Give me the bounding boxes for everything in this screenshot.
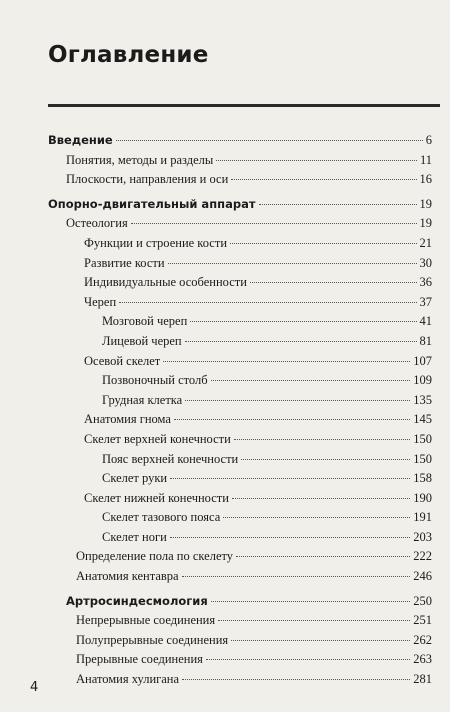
toc-entry-page: 263 <box>413 652 432 667</box>
toc-entry-page: 135 <box>413 392 432 407</box>
toc-entry <box>0 151 450 171</box>
toc-entry <box>0 391 450 411</box>
toc-leader-dots <box>250 282 417 283</box>
toc-entry-page: 19 <box>419 216 432 231</box>
toc-leader-dots <box>182 576 411 577</box>
toc-leader-dots <box>185 400 410 401</box>
toc-entry-page: 16 <box>419 172 432 187</box>
toc-entry <box>0 592 450 612</box>
toc-entry-title: Анатомия хулигана <box>76 672 180 687</box>
toc-entry <box>0 293 450 313</box>
toc-entry-title: Анатомия гнома <box>84 412 171 427</box>
toc-entry <box>0 214 450 234</box>
toc-entry-title: Скелет тазового пояса <box>102 510 221 525</box>
toc-leader-dots <box>230 243 416 244</box>
toc-leader-dots <box>170 478 410 479</box>
toc-leader-dots <box>116 140 423 141</box>
toc-entry <box>0 528 450 548</box>
toc-entry-title: Грудная клетка <box>102 392 183 407</box>
toc-entry <box>0 254 450 274</box>
toc-entry-page: 81 <box>419 333 432 348</box>
toc-entry-page: 246 <box>413 569 432 584</box>
toc-leader-dots <box>241 459 410 460</box>
toc-entry-title: Понятия, методы и разделы <box>66 152 214 167</box>
toc-entry-title: Функции и строение кости <box>84 235 228 250</box>
table-of-contents <box>0 131 450 690</box>
toc-entry-page: 145 <box>413 412 432 427</box>
toc-entry-page: 203 <box>413 529 432 544</box>
toc-leader-dots <box>170 537 410 538</box>
toc-leader-dots <box>206 659 410 660</box>
toc-leader-dots <box>190 321 416 322</box>
toc-leader-dots <box>185 341 417 342</box>
toc-leader-dots <box>259 204 417 205</box>
toc-entry <box>0 170 450 190</box>
toc-entry <box>0 611 450 631</box>
toc-leader-dots <box>174 419 410 420</box>
toc-leader-dots <box>211 601 411 602</box>
toc-entry-title: Лицевой череп <box>102 333 182 348</box>
toc-entry <box>0 489 450 509</box>
toc-entry <box>0 547 450 567</box>
toc-entry <box>0 631 450 651</box>
toc-entry-page: 251 <box>413 613 432 628</box>
toc-leader-dots <box>231 179 416 180</box>
toc-entry <box>0 450 450 470</box>
toc-entry-title: Анатомия кентавра <box>76 569 179 584</box>
toc-entry-page: 19 <box>419 196 432 211</box>
toc-entry <box>0 195 450 215</box>
toc-leader-dots <box>182 679 410 680</box>
toc-leader-dots <box>234 439 410 440</box>
toc-entry-page: 190 <box>413 490 432 505</box>
toc-leader-dots <box>223 517 410 518</box>
toc-entry <box>0 273 450 293</box>
toc-entry-page: 250 <box>413 593 432 608</box>
toc-entry-page: 191 <box>413 510 432 525</box>
toc-leader-dots <box>119 302 416 303</box>
toc-entry-page: 21 <box>419 235 432 250</box>
toc-entry <box>0 234 450 254</box>
toc-entry-title: Непрерывные соединения <box>76 613 216 628</box>
toc-entry-title: Пояс верхней конечности <box>102 451 239 466</box>
toc-leader-dots <box>168 263 417 264</box>
toc-entry-page: 30 <box>419 255 432 270</box>
toc-entry-page: 150 <box>413 451 432 466</box>
toc-leader-dots <box>216 160 417 161</box>
toc-entry <box>0 430 450 450</box>
toc-entry-title: Мозговой череп <box>102 314 188 329</box>
toc-entry-page: 150 <box>413 431 432 446</box>
toc-entry-title: Введение <box>48 133 113 147</box>
toc-entry-page: 6 <box>425 133 432 147</box>
toc-entry-title: Скелет руки <box>102 471 168 486</box>
toc-entry-page: 262 <box>413 632 432 647</box>
toc-entry <box>0 469 450 489</box>
toc-entry-title: Полупрерывные соединения <box>76 632 229 647</box>
toc-entry-title: Прерывные соединения <box>76 652 203 667</box>
title-divider <box>48 104 440 107</box>
toc-entry-page: 37 <box>419 294 432 309</box>
toc-entry <box>0 131 450 151</box>
toc-entry-page: 36 <box>419 275 432 290</box>
toc-entry-title: Череп <box>84 294 117 309</box>
page-number: 4 <box>30 680 39 695</box>
toc-leader-dots <box>236 556 410 557</box>
toc-entry <box>0 312 450 332</box>
toc-entry-page: 107 <box>413 353 432 368</box>
toc-entry-title: Скелет верхней конечности <box>84 431 231 446</box>
page-title: Оглавление <box>48 42 209 68</box>
toc-entry-page: 222 <box>413 549 432 564</box>
toc-entry-page: 109 <box>413 373 432 388</box>
toc-entry-page: 281 <box>413 672 432 687</box>
toc-leader-dots <box>232 498 410 499</box>
toc-entry-title: Остеология <box>66 216 128 231</box>
toc-entry-page: 158 <box>413 471 432 486</box>
toc-leader-dots <box>231 640 410 641</box>
toc-entry <box>0 371 450 391</box>
toc-entry-page: 11 <box>419 152 432 167</box>
toc-entry-page: 41 <box>419 314 432 329</box>
toc-entry <box>0 508 450 528</box>
toc-entry-title: Позвоночный столб <box>102 373 208 388</box>
toc-entry-title: Скелет нижней конечности <box>84 490 229 505</box>
toc-entry-title: Определение пола по скелету <box>76 549 234 564</box>
toc-entry <box>0 352 450 372</box>
toc-entry <box>0 670 450 690</box>
toc-entry <box>0 332 450 352</box>
toc-entry-title: Скелет ноги <box>102 529 167 544</box>
toc-entry-title: Индивидуальные особенности <box>84 275 247 290</box>
toc-entry-title: Опорно-двигательный аппарат <box>48 196 256 211</box>
toc-leader-dots <box>211 380 411 381</box>
toc-entry-title: Артросиндесмология <box>66 593 208 608</box>
toc-entry-title: Плоскости, направления и оси <box>66 172 229 187</box>
toc-entry <box>0 567 450 587</box>
toc-entry <box>0 650 450 670</box>
toc-leader-dots <box>163 361 410 362</box>
toc-entry <box>0 410 450 430</box>
toc-entry-title: Развитие кости <box>84 255 165 270</box>
toc-leader-dots <box>131 223 417 224</box>
toc-leader-dots <box>218 620 410 621</box>
toc-entry-title: Осевой скелет <box>84 353 161 368</box>
